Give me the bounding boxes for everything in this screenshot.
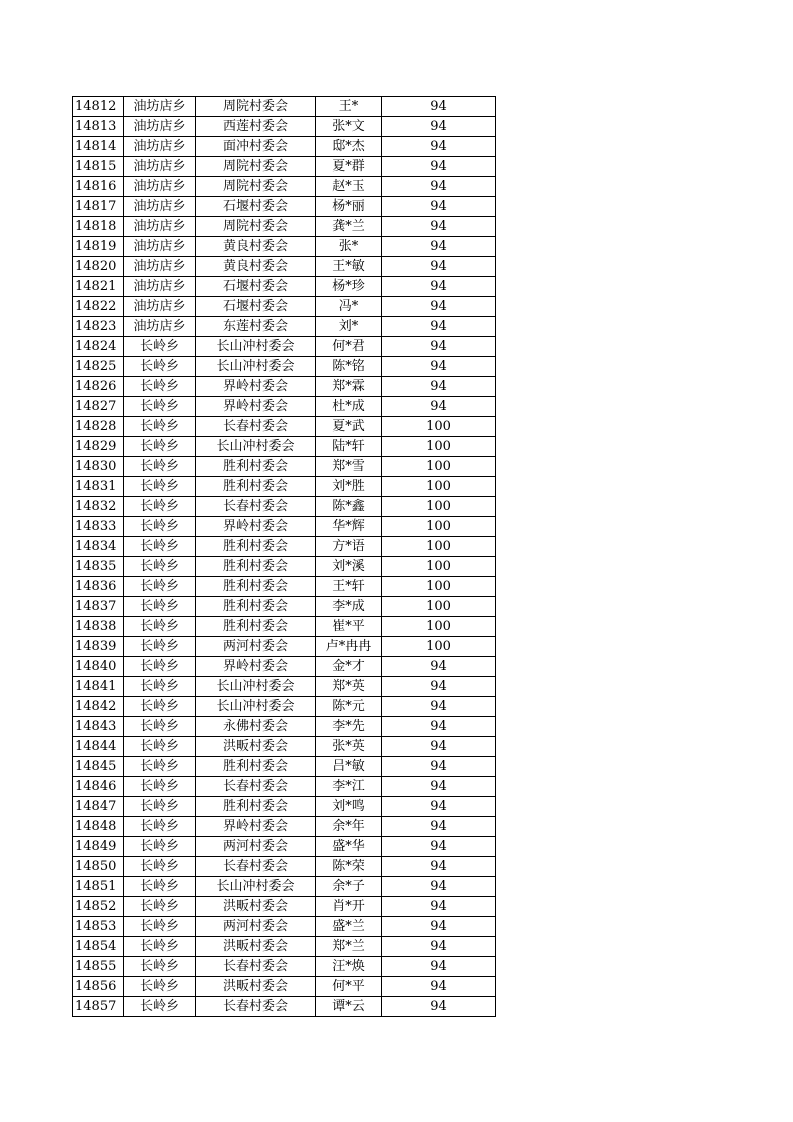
cell-name: 陈*荣 <box>316 857 382 877</box>
table-row <box>73 757 496 777</box>
cell-id: 14847 <box>73 797 124 817</box>
table-row <box>73 197 496 217</box>
cell-village: 界岭村委会 <box>196 517 316 537</box>
cell-village: 永佛村委会 <box>196 717 316 737</box>
cell-town: 长岭乡 <box>124 497 196 517</box>
cell-name: 王*轩 <box>316 577 382 597</box>
table-row <box>73 317 496 337</box>
cell-name: 郑*霖 <box>316 377 382 397</box>
cell-village: 周院村委会 <box>196 177 316 197</box>
cell-village: 面冲村委会 <box>196 137 316 157</box>
cell-village: 东莲村委会 <box>196 317 316 337</box>
cell-score: 94 <box>382 717 496 737</box>
cell-id: 14823 <box>73 317 124 337</box>
cell-score: 94 <box>382 357 496 377</box>
cell-town: 油坊店乡 <box>124 97 196 117</box>
table-row <box>73 877 496 897</box>
cell-town: 长岭乡 <box>124 937 196 957</box>
cell-score: 94 <box>382 837 496 857</box>
table-row <box>73 137 496 157</box>
cell-town: 油坊店乡 <box>124 137 196 157</box>
cell-score: 100 <box>382 597 496 617</box>
cell-score: 94 <box>382 397 496 417</box>
table-row <box>73 497 496 517</box>
cell-id: 14822 <box>73 297 124 317</box>
table-row <box>73 437 496 457</box>
cell-score: 94 <box>382 177 496 197</box>
cell-id: 14815 <box>73 157 124 177</box>
cell-town: 长岭乡 <box>124 597 196 617</box>
cell-town: 长岭乡 <box>124 437 196 457</box>
cell-name: 陈*元 <box>316 697 382 717</box>
cell-village: 周院村委会 <box>196 157 316 177</box>
cell-score: 94 <box>382 937 496 957</box>
cell-town: 长岭乡 <box>124 837 196 857</box>
cell-id: 14819 <box>73 237 124 257</box>
cell-score: 100 <box>382 537 496 557</box>
table-row <box>73 277 496 297</box>
cell-village: 长春村委会 <box>196 997 316 1017</box>
cell-name: 冯* <box>316 297 382 317</box>
cell-town: 长岭乡 <box>124 777 196 797</box>
table-row <box>73 177 496 197</box>
cell-id: 14844 <box>73 737 124 757</box>
cell-town: 长岭乡 <box>124 477 196 497</box>
cell-id: 14841 <box>73 677 124 697</box>
cell-name: 夏*群 <box>316 157 382 177</box>
cell-village: 胜利村委会 <box>196 477 316 497</box>
cell-score: 94 <box>382 897 496 917</box>
cell-id: 14852 <box>73 897 124 917</box>
cell-name: 崔*平 <box>316 617 382 637</box>
cell-village: 界岭村委会 <box>196 397 316 417</box>
table-row <box>73 477 496 497</box>
cell-id: 14843 <box>73 717 124 737</box>
cell-village: 胜利村委会 <box>196 557 316 577</box>
cell-name: 陈*铭 <box>316 357 382 377</box>
table-row <box>73 937 496 957</box>
cell-village: 洪畈村委会 <box>196 937 316 957</box>
cell-village: 洪畈村委会 <box>196 737 316 757</box>
cell-name: 金*才 <box>316 657 382 677</box>
cell-town: 长岭乡 <box>124 337 196 357</box>
cell-score: 94 <box>382 957 496 977</box>
cell-name: 夏*武 <box>316 417 382 437</box>
cell-town: 长岭乡 <box>124 717 196 737</box>
cell-score: 94 <box>382 857 496 877</box>
cell-village: 洪畈村委会 <box>196 977 316 997</box>
cell-town: 油坊店乡 <box>124 297 196 317</box>
table-row <box>73 697 496 717</box>
cell-id: 14816 <box>73 177 124 197</box>
table-row <box>73 717 496 737</box>
cell-village: 长山冲村委会 <box>196 697 316 717</box>
cell-id: 14820 <box>73 257 124 277</box>
cell-id: 14828 <box>73 417 124 437</box>
table-row <box>73 857 496 877</box>
cell-village: 黄良村委会 <box>196 257 316 277</box>
cell-town: 油坊店乡 <box>124 157 196 177</box>
table-row <box>73 157 496 177</box>
cell-score: 100 <box>382 577 496 597</box>
cell-score: 94 <box>382 117 496 137</box>
table-row <box>73 657 496 677</box>
cell-score: 94 <box>382 877 496 897</box>
cell-town: 长岭乡 <box>124 877 196 897</box>
cell-score: 100 <box>382 457 496 477</box>
cell-id: 14848 <box>73 817 124 837</box>
cell-name: 李*成 <box>316 597 382 617</box>
cell-village: 两河村委会 <box>196 917 316 937</box>
cell-village: 胜利村委会 <box>196 757 316 777</box>
table-row <box>73 117 496 137</box>
cell-score: 94 <box>382 237 496 257</box>
cell-name: 龚*兰 <box>316 217 382 237</box>
cell-name: 盛*华 <box>316 837 382 857</box>
cell-village: 两河村委会 <box>196 637 316 657</box>
cell-id: 14855 <box>73 957 124 977</box>
cell-town: 长岭乡 <box>124 557 196 577</box>
table-row <box>73 637 496 657</box>
cell-id: 14821 <box>73 277 124 297</box>
table-row <box>73 957 496 977</box>
cell-score: 94 <box>382 657 496 677</box>
cell-name: 刘*鸣 <box>316 797 382 817</box>
cell-town: 长岭乡 <box>124 817 196 837</box>
cell-town: 油坊店乡 <box>124 277 196 297</box>
cell-id: 14814 <box>73 137 124 157</box>
cell-name: 王* <box>316 97 382 117</box>
cell-village: 界岭村委会 <box>196 817 316 837</box>
cell-town: 长岭乡 <box>124 357 196 377</box>
cell-id: 14839 <box>73 637 124 657</box>
cell-town: 长岭乡 <box>124 637 196 657</box>
cell-id: 14831 <box>73 477 124 497</box>
cell-name: 张* <box>316 237 382 257</box>
cell-village: 石堰村委会 <box>196 277 316 297</box>
table-row <box>73 677 496 697</box>
cell-score: 94 <box>382 257 496 277</box>
cell-id: 14850 <box>73 857 124 877</box>
cell-score: 94 <box>382 297 496 317</box>
cell-village: 长春村委会 <box>196 497 316 517</box>
cell-score: 100 <box>382 417 496 437</box>
cell-score: 94 <box>382 137 496 157</box>
cell-id: 14849 <box>73 837 124 857</box>
cell-id: 14834 <box>73 537 124 557</box>
cell-village: 长山冲村委会 <box>196 337 316 357</box>
cell-id: 14853 <box>73 917 124 937</box>
cell-score: 94 <box>382 197 496 217</box>
cell-id: 14856 <box>73 977 124 997</box>
cell-name: 汪*焕 <box>316 957 382 977</box>
cell-id: 14817 <box>73 197 124 217</box>
cell-town: 长岭乡 <box>124 737 196 757</box>
cell-score: 94 <box>382 917 496 937</box>
cell-name: 何*平 <box>316 977 382 997</box>
cell-score: 100 <box>382 437 496 457</box>
cell-town: 长岭乡 <box>124 957 196 977</box>
cell-name: 谭*云 <box>316 997 382 1017</box>
cell-id: 14824 <box>73 337 124 357</box>
cell-name: 陈*鑫 <box>316 497 382 517</box>
cell-id: 14833 <box>73 517 124 537</box>
cell-town: 长岭乡 <box>124 617 196 637</box>
cell-village: 长春村委会 <box>196 857 316 877</box>
cell-score: 94 <box>382 997 496 1017</box>
cell-village: 周院村委会 <box>196 97 316 117</box>
cell-name: 刘*溪 <box>316 557 382 577</box>
cell-name: 张*文 <box>316 117 382 137</box>
cell-score: 100 <box>382 617 496 637</box>
cell-village: 界岭村委会 <box>196 377 316 397</box>
table-row <box>73 377 496 397</box>
cell-name: 华*辉 <box>316 517 382 537</box>
cell-name: 卢*冉冉 <box>316 637 382 657</box>
cell-id: 14851 <box>73 877 124 897</box>
cell-village: 长山冲村委会 <box>196 357 316 377</box>
cell-village: 石堰村委会 <box>196 197 316 217</box>
cell-village: 长春村委会 <box>196 777 316 797</box>
cell-score: 94 <box>382 97 496 117</box>
cell-town: 长岭乡 <box>124 537 196 557</box>
cell-name: 邸*杰 <box>316 137 382 157</box>
cell-town: 长岭乡 <box>124 857 196 877</box>
table-row <box>73 517 496 537</box>
cell-id: 14842 <box>73 697 124 717</box>
table-row <box>73 817 496 837</box>
cell-id: 14830 <box>73 457 124 477</box>
table-row <box>73 837 496 857</box>
cell-town: 长岭乡 <box>124 397 196 417</box>
cell-score: 94 <box>382 317 496 337</box>
cell-name: 余*子 <box>316 877 382 897</box>
cell-town: 长岭乡 <box>124 457 196 477</box>
cell-town: 油坊店乡 <box>124 197 196 217</box>
cell-town: 长岭乡 <box>124 917 196 937</box>
table-row <box>73 457 496 477</box>
table-row <box>73 257 496 277</box>
cell-village: 西莲村委会 <box>196 117 316 137</box>
table-row <box>73 997 496 1017</box>
cell-village: 胜利村委会 <box>196 457 316 477</box>
table-row <box>73 537 496 557</box>
cell-score: 94 <box>382 737 496 757</box>
cell-village: 胜利村委会 <box>196 597 316 617</box>
cell-village: 洪畈村委会 <box>196 897 316 917</box>
table-row <box>73 617 496 637</box>
table-row <box>73 237 496 257</box>
cell-score: 100 <box>382 477 496 497</box>
table-row <box>73 977 496 997</box>
cell-village: 石堰村委会 <box>196 297 316 317</box>
cell-name: 杜*成 <box>316 397 382 417</box>
cell-town: 长岭乡 <box>124 377 196 397</box>
cell-name: 张*英 <box>316 737 382 757</box>
cell-town: 长岭乡 <box>124 657 196 677</box>
cell-id: 14812 <box>73 97 124 117</box>
cell-village: 长春村委会 <box>196 957 316 977</box>
cell-id: 14818 <box>73 217 124 237</box>
table-row <box>73 357 496 377</box>
cell-name: 郑*雪 <box>316 457 382 477</box>
cell-name: 刘*胜 <box>316 477 382 497</box>
cell-town: 油坊店乡 <box>124 177 196 197</box>
cell-village: 胜利村委会 <box>196 537 316 557</box>
cell-town: 长岭乡 <box>124 797 196 817</box>
cell-village: 长春村委会 <box>196 417 316 437</box>
cell-score: 100 <box>382 497 496 517</box>
table-row <box>73 97 496 117</box>
cell-score: 94 <box>382 377 496 397</box>
cell-village: 黄良村委会 <box>196 237 316 257</box>
cell-name: 杨*丽 <box>316 197 382 217</box>
cell-score: 94 <box>382 217 496 237</box>
cell-town: 油坊店乡 <box>124 317 196 337</box>
cell-score: 94 <box>382 777 496 797</box>
cell-score: 94 <box>382 677 496 697</box>
cell-village: 两河村委会 <box>196 837 316 857</box>
table-row <box>73 777 496 797</box>
table-body <box>73 97 496 1017</box>
cell-town: 油坊店乡 <box>124 237 196 257</box>
cell-name: 李*先 <box>316 717 382 737</box>
cell-name: 吕*敏 <box>316 757 382 777</box>
cell-town: 长岭乡 <box>124 997 196 1017</box>
table-row <box>73 557 496 577</box>
cell-score: 94 <box>382 157 496 177</box>
cell-village: 长山冲村委会 <box>196 437 316 457</box>
cell-id: 14857 <box>73 997 124 1017</box>
cell-name: 盛*兰 <box>316 917 382 937</box>
cell-village: 长山冲村委会 <box>196 877 316 897</box>
cell-name: 余*年 <box>316 817 382 837</box>
table-row <box>73 917 496 937</box>
cell-town: 长岭乡 <box>124 697 196 717</box>
cell-score: 94 <box>382 697 496 717</box>
cell-name: 郑*兰 <box>316 937 382 957</box>
cell-id: 14836 <box>73 577 124 597</box>
cell-town: 油坊店乡 <box>124 117 196 137</box>
cell-score: 100 <box>382 637 496 657</box>
cell-id: 14840 <box>73 657 124 677</box>
cell-id: 14826 <box>73 377 124 397</box>
cell-id: 14854 <box>73 937 124 957</box>
cell-id: 14835 <box>73 557 124 577</box>
cell-id: 14832 <box>73 497 124 517</box>
cell-town: 长岭乡 <box>124 977 196 997</box>
cell-score: 94 <box>382 977 496 997</box>
table-row <box>73 417 496 437</box>
cell-town: 油坊店乡 <box>124 257 196 277</box>
cell-id: 14845 <box>73 757 124 777</box>
cell-name: 肖*开 <box>316 897 382 917</box>
cell-town: 长岭乡 <box>124 517 196 537</box>
cell-town: 油坊店乡 <box>124 217 196 237</box>
cell-score: 94 <box>382 797 496 817</box>
cell-town: 长岭乡 <box>124 677 196 697</box>
cell-id: 14846 <box>73 777 124 797</box>
cell-name: 李*江 <box>316 777 382 797</box>
cell-town: 长岭乡 <box>124 577 196 597</box>
table-row <box>73 737 496 757</box>
cell-name: 何*君 <box>316 337 382 357</box>
cell-town: 长岭乡 <box>124 897 196 917</box>
table-row <box>73 337 496 357</box>
cell-village: 胜利村委会 <box>196 617 316 637</box>
data-table <box>72 96 496 1017</box>
cell-village: 周院村委会 <box>196 217 316 237</box>
cell-name: 赵*玉 <box>316 177 382 197</box>
table-row <box>73 597 496 617</box>
cell-town: 长岭乡 <box>124 417 196 437</box>
table-row <box>73 297 496 317</box>
cell-id: 14825 <box>73 357 124 377</box>
cell-name: 王*敏 <box>316 257 382 277</box>
cell-village: 界岭村委会 <box>196 657 316 677</box>
cell-village: 胜利村委会 <box>196 577 316 597</box>
cell-score: 100 <box>382 557 496 577</box>
cell-score: 94 <box>382 337 496 357</box>
cell-village: 胜利村委会 <box>196 797 316 817</box>
cell-name: 刘* <box>316 317 382 337</box>
cell-id: 14827 <box>73 397 124 417</box>
cell-score: 94 <box>382 817 496 837</box>
cell-score: 100 <box>382 517 496 537</box>
cell-village: 长山冲村委会 <box>196 677 316 697</box>
table-row <box>73 577 496 597</box>
cell-id: 14829 <box>73 437 124 457</box>
cell-score: 94 <box>382 757 496 777</box>
table-row <box>73 397 496 417</box>
table-row <box>73 797 496 817</box>
cell-name: 陆*轩 <box>316 437 382 457</box>
cell-score: 94 <box>382 277 496 297</box>
table-row <box>73 217 496 237</box>
cell-name: 杨*珍 <box>316 277 382 297</box>
table-row <box>73 897 496 917</box>
cell-name: 郑*英 <box>316 677 382 697</box>
cell-name: 方*语 <box>316 537 382 557</box>
cell-town: 长岭乡 <box>124 757 196 777</box>
cell-id: 14838 <box>73 617 124 637</box>
cell-id: 14813 <box>73 117 124 137</box>
cell-id: 14837 <box>73 597 124 617</box>
